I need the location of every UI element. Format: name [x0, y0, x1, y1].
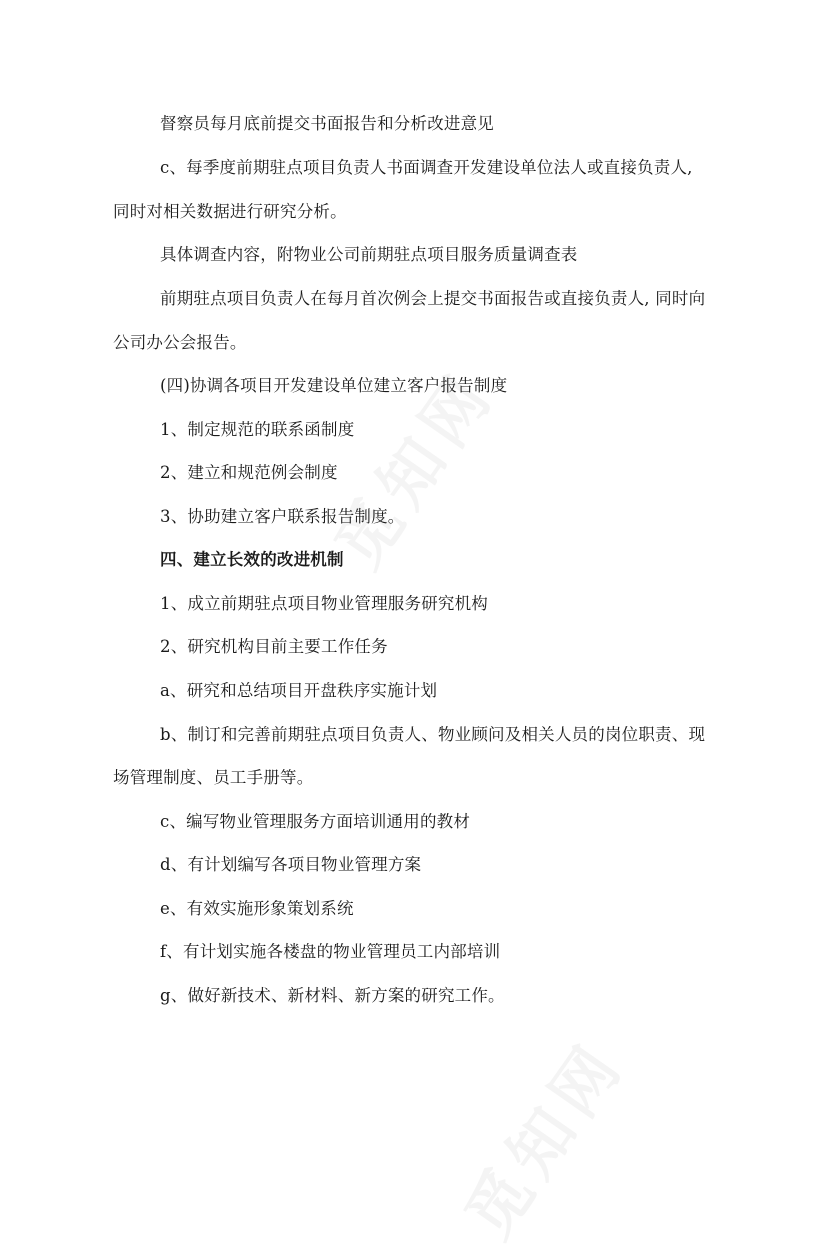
- list-item: a、研究和总结项目开盘秩序实施计划: [160, 681, 438, 700]
- list-item: 3、协助建立客户联系报告制度。: [160, 507, 405, 526]
- paragraph-line: 场管理制度、员工手册等。: [113, 768, 314, 787]
- list-item: g、做好新技术、新材料、新方案的研究工作。: [160, 986, 505, 1005]
- watermark: [440, 1019, 643, 1253]
- list-item: e、有效实施形象策划系统: [160, 899, 354, 918]
- list-item: f、有计划实施各楼盘的物业管理员工内部培训: [160, 942, 501, 961]
- list-item: 1、制定规范的联系函制度: [160, 420, 355, 439]
- section-heading: (四)协调各项目开发建设单位建立客户报告制度: [160, 376, 508, 395]
- paragraph-line: 前期驻点项目负责人在每月首次例会上提交书面报告或直接负责人, 同时向: [160, 289, 706, 308]
- section-heading: 四、建立长效的改进机制: [160, 550, 344, 569]
- paragraph-line: 同时对相关数据进行研究分析。: [113, 202, 347, 221]
- list-item: 2、建立和规范例会制度: [160, 463, 338, 482]
- paragraph-line: 具体调查内容，附物业公司前期驻点项目服务质量调查表: [160, 245, 578, 264]
- list-item: 2、研究机构目前主要工作任务: [160, 637, 388, 656]
- list-item: d、有计划编写各项目物业管理方案: [160, 855, 422, 874]
- list-item: b、制订和完善前期驻点项目负责人、物业顾问及相关人员的岗位职责、现: [160, 725, 706, 744]
- paragraph-line: c、每季度前期驻点项目负责人书面调查开发建设单位法人或直接负责人,: [160, 158, 693, 177]
- paragraph-line: 督察员每月底前提交书面报告和分析改进意见: [160, 114, 494, 133]
- list-item: 1、成立前期驻点项目物业管理服务研究机构: [160, 594, 488, 613]
- list-item: c、编写物业管理服务方面培训通用的教材: [160, 812, 471, 831]
- paragraph-line: 公司办公会报告。: [113, 333, 247, 352]
